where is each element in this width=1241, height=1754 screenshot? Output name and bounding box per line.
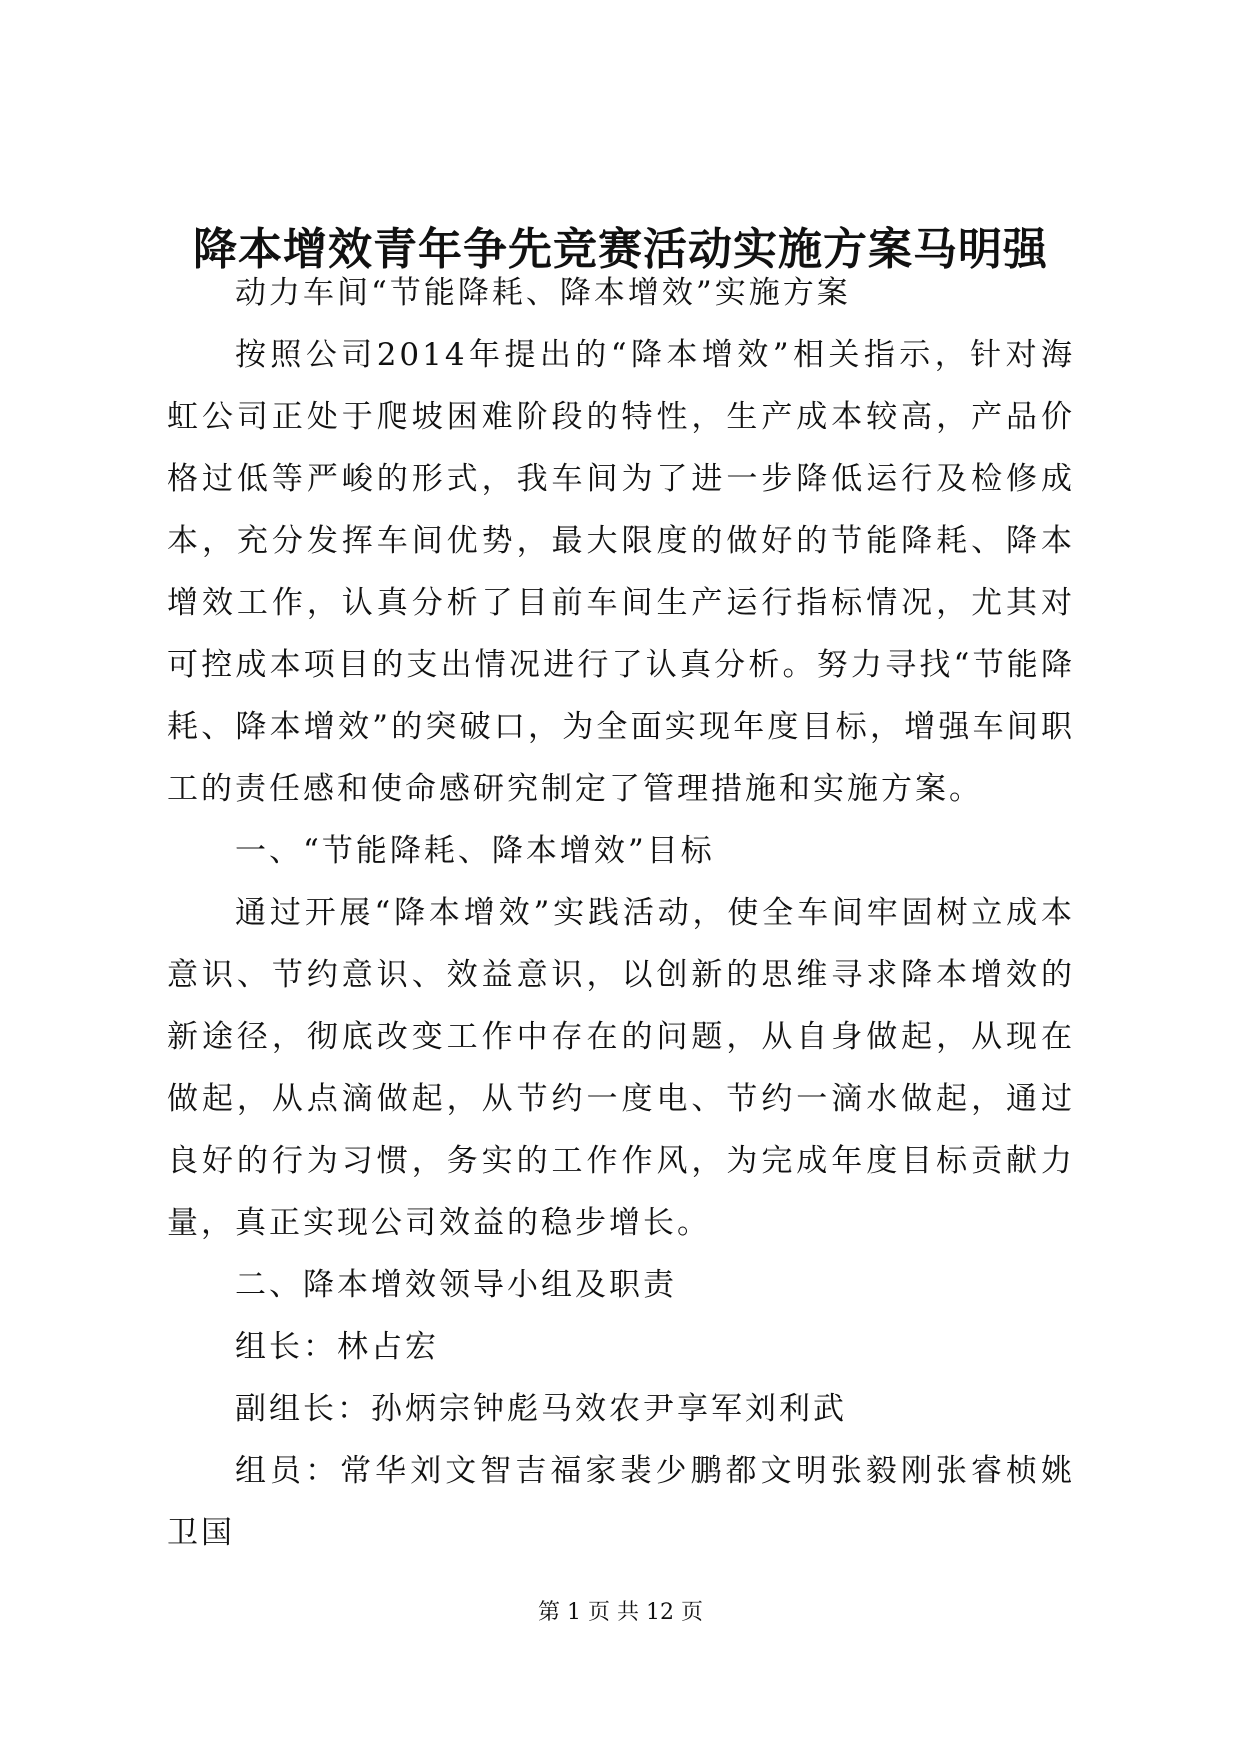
paragraph-intro: 按照公司2014年提出的“降本增效”相关指示，针对海虹公司正处于爬坡困难阶段的特性，生产成本较高，产品价格过低等严峻的形式，我车间为了进一步降低运行及检修成本，充分发挥车间优势，最大限度的做好的节能降耗、降本增效工作，认真分析了目前车间生产运行指标情况，尤其对可控成本项目的支出情况进行了认真分析。努力寻找“节能降耗、降本增效”的突破口，为全面实现年度目标，增强车间职工的责任感和使命感研究制定了管理措施和实施方案。 [167,337,1075,807]
section-heading-leadership: 二、降本增效领导小组及职责 [235,1267,677,1303]
page-number-footer: 第 1 页 共 12 页 [538,1600,703,1625]
document-body [167,262,1075,1564]
paragraph-leader: 组长：林占宏 [235,1329,439,1365]
paragraph-members: 组员：常华刘文智吉福家裴少鹏都文明张毅刚张睿桢姚卫国 [167,1453,1075,1551]
paragraph-deputy-leaders: 副组长：孙炳宗钟彪马效农尹享军刘利武 [235,1391,847,1427]
section-heading-goals: 一、“节能降耗、降本增效”目标 [235,833,715,869]
document-title: 降本增效青年争先竞赛活动实施方案马明强 [193,224,1048,275]
paragraph-subtitle: 动力车间“节能降耗、降本增效”实施方案 [235,275,851,311]
paragraph-goals: 通过开展“降本增效”实践活动，使全车间牢固树立成本意识、节约意识、效益意识，以创新的思维寻求降本增效的新途径，彻底改变工作中存在的问题，从自身做起，从现在做起，从点滴做起，从节约一度电、节约一滴水做起，通过良好的行为习惯，务实的工作作风，为完成年度目标贡献力量，真正实现公司效益的稳步增长。 [167,895,1075,1241]
